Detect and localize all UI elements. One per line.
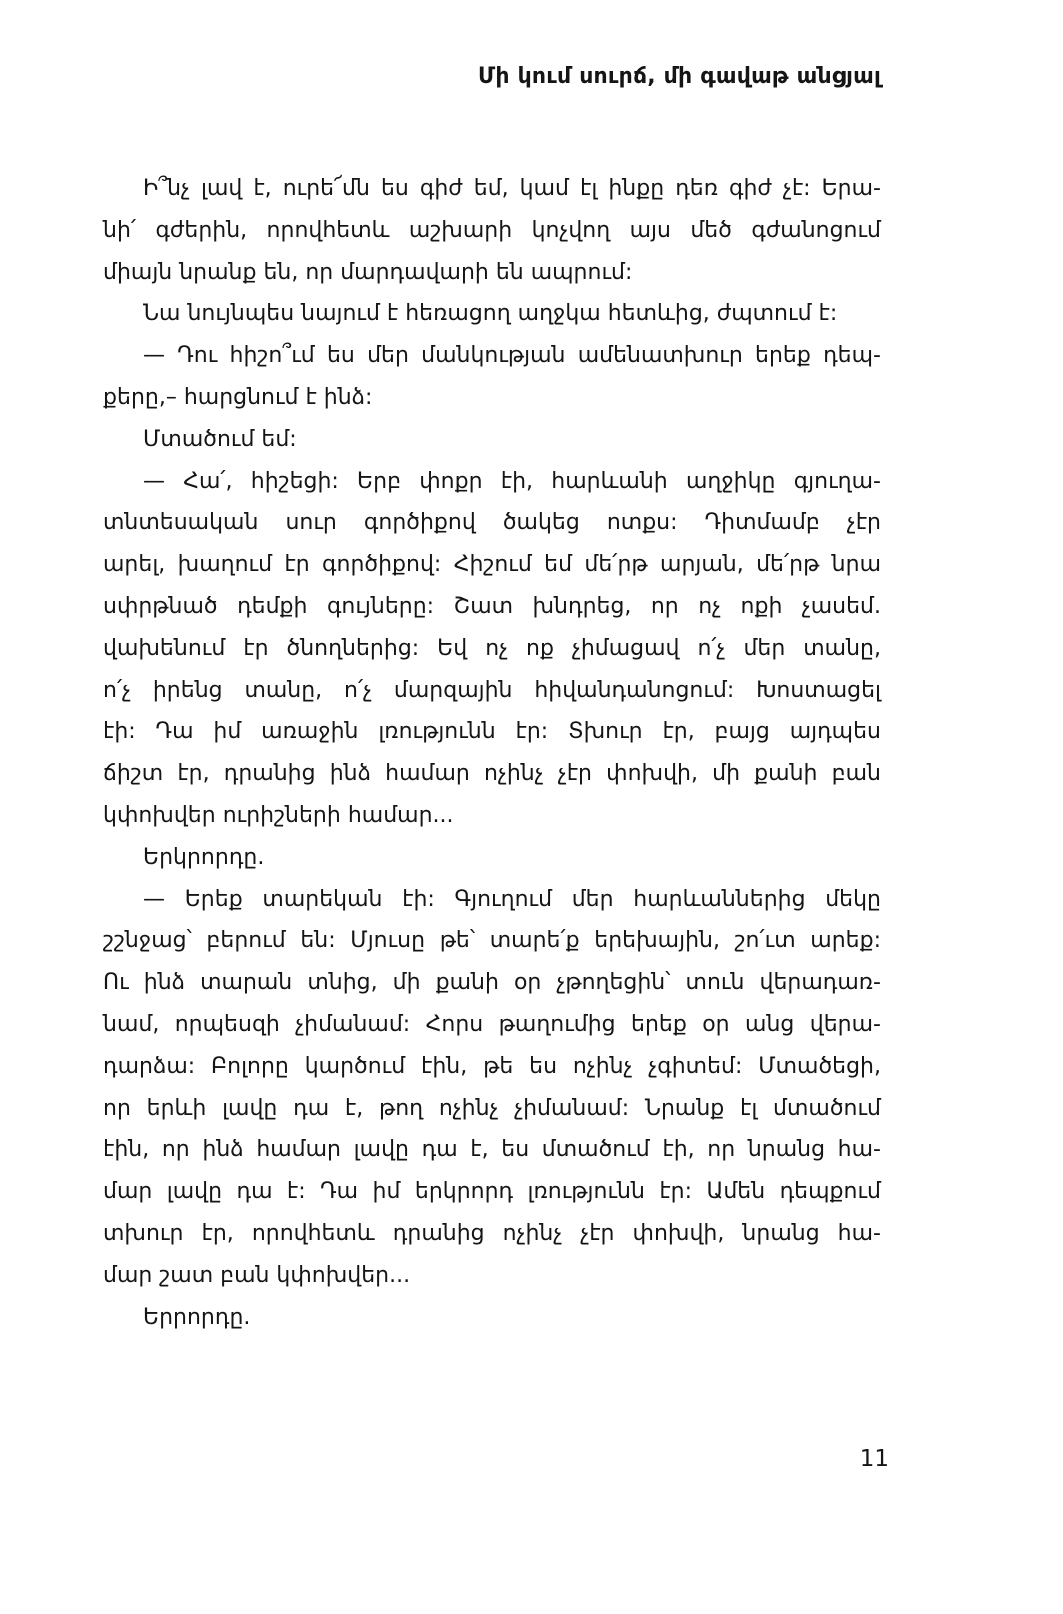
text-line: նի՛ գժերին, որովհետև աշխարի կոչվող այս մեծ գժանոցում (103, 217, 881, 243)
running-header: Մի կում սուրճ, մի գավաթ անցյալ (478, 64, 881, 89)
text-line: Ի՞նչ լավ է, ուրե՜մն ես գիժ եմ, կամ էլ ինքը դեռ գիժ չէ: Երա- (143, 176, 881, 201)
text-line: տխուր էր, որովհետև դրանից ոչինչ չէր փոխվի, նրանց հա- (103, 1220, 881, 1246)
text-line: սփրթնած դեմքի գույները: Շատ խնդրեց, որ ոչ ոքի չասեմ. (103, 593, 881, 619)
text-line: մար շատ բան կփոխվեր... (103, 1262, 411, 1288)
text-line: տնտեսական սուր գործիքով ծակեց ոտքս: Դիտմամբ չէր (103, 510, 881, 536)
text-block (103, 168, 881, 1338)
paragraph (103, 293, 881, 335)
text-line: մար լավը դա է: Դա իմ երկրորդ լռությունն էր: Ամեն դեպքում (103, 1179, 881, 1205)
text-line: վախենում էր ծնողներից: Եվ ոչ ոք չիմացավ ո՛չ մեր տանը, (103, 635, 881, 661)
paragraph (103, 419, 881, 461)
text-line: Մտածում եմ: (143, 426, 297, 452)
page-number: 11 (859, 1446, 889, 1472)
paragraph (103, 461, 881, 837)
text-line: միայն նրանք են, որ մարդավարի են ապրում: (103, 259, 633, 285)
paragraph (103, 335, 881, 419)
paragraph (103, 837, 881, 879)
paragraph (103, 168, 881, 293)
text-line: քերը,– հարցնում է ինձ: (103, 384, 373, 410)
text-line: ճիշտ էր, դրանից ինձ համար ոչինչ չէր փոխվի, մի քանի բան (103, 761, 881, 787)
text-line: Երրորդը. (143, 1304, 251, 1330)
text-line: Երկրորդը. (143, 844, 265, 870)
text-line: — Հա՛, հիշեցի: Երբ փոքր էի, հարևանի աղջիկը գյուղա- (143, 468, 881, 494)
text-line: — Երեք տարեկան էի: Գյուղում մեր հարևաններից մեկը (143, 886, 881, 912)
text-line: նամ, որպեսզի չիմանամ: Հորս թաղումից երեք օր անց վերա- (103, 1011, 881, 1037)
text-line: կփոխվեր ուրիշների համար... (103, 802, 454, 828)
paragraph (103, 879, 881, 1297)
text-line: դարձա: Բոլորը կարծում էին, թե ես ոչինչ չգիտեմ: Մտածեցի, (103, 1053, 881, 1079)
text-line: ո՛չ իրենց տանը, ո՛չ մարզային հիվանդանոցում: Խոստացել (103, 677, 881, 703)
text-line: որ երևի լավը դա է, թող ոչինչ չիմանամ: Նրանք էլ մտածում (103, 1095, 881, 1121)
text-line: էի: Դա իմ առաջին լռությունն էր: Տխուր էր, բայց այդպես (103, 719, 881, 745)
text-line: շշնջաց՝ բերում են: Մյուսը թե՝ տարե՛ք երեխային, շո՛ւտ արեք: (103, 928, 881, 954)
paragraph (103, 1297, 881, 1339)
text-line: Նա նույնպես նայում է հեռացող աղջկա հետևից, ժպտում է: (143, 301, 838, 327)
text-line: արել, խաղում էր գործիքով: Հիշում եմ մե՛րթ արյան, մե՛րթ նրա (103, 552, 881, 578)
text-line: Ու ինձ տարան տնից, մի քանի օր չթողեցին՝ տուն վերադառ- (103, 970, 881, 996)
text-line: էին, որ ինձ համար լավը դա է, ես մտածում էի, որ նրանց հա- (103, 1137, 881, 1163)
text-line: — Դու հիշո՞ւմ ես մեր մանկության ամենատխուր երեք դեպ- (143, 343, 881, 369)
